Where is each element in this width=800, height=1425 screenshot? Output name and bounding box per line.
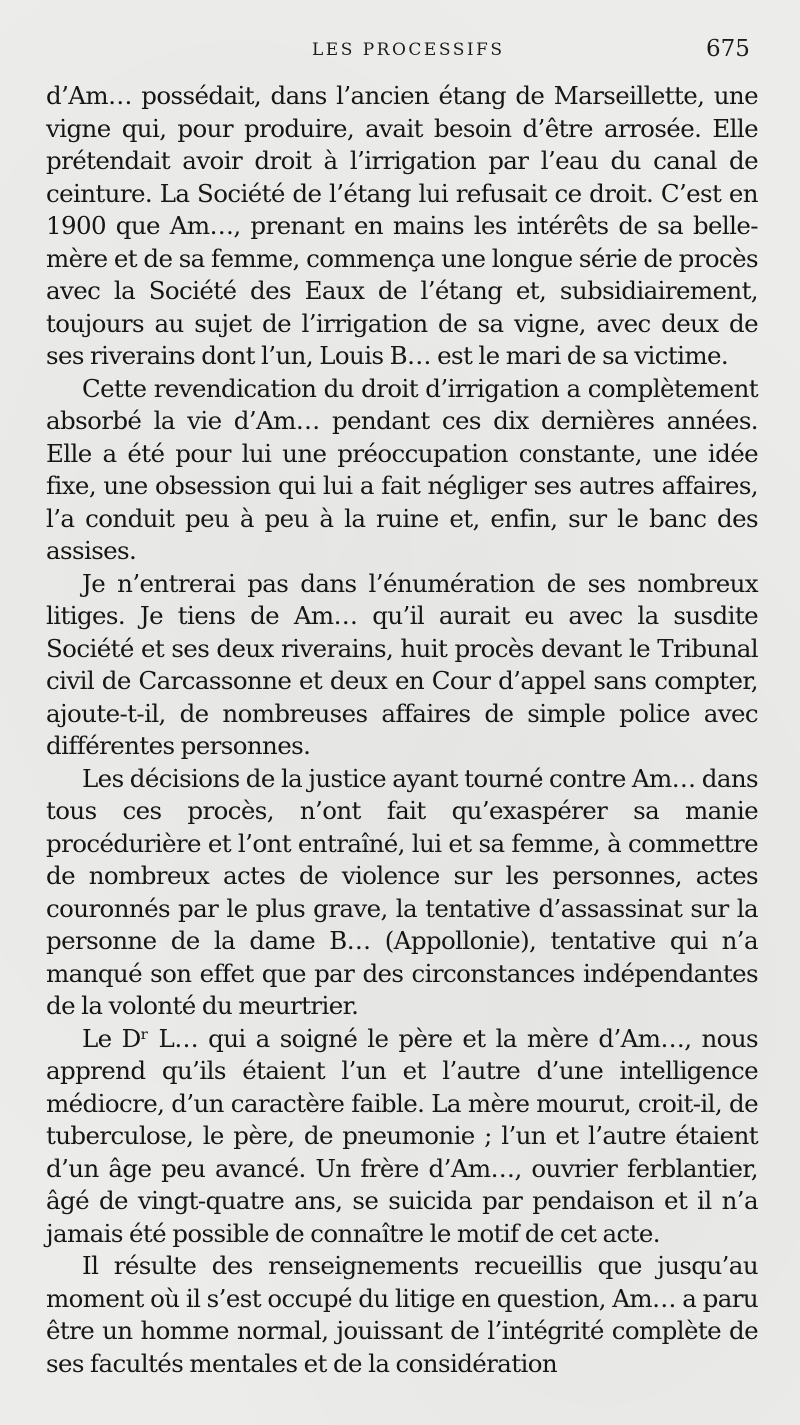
paragraph-3: Je n’entrerai pas dans l’énumération de ses nombreux litiges. Je tiens de Am… qu’il aurait eu avec la susdite Société et ses deux riverains, huit procès devant le Tribunal civil de Carcassonne et deux en Cour d’appel sans compter, ajoute-t-il, de nombreuses affaires de simple police avec différentes personnes. (46, 568, 758, 760)
paragraph-1: d’Am… possédait, dans l’ancien étang de Marseillette, une vigne qui, pour produire, avait besoin d’être arrosée. Elle prétendait avoir droit à l’irrigation par l’eau du canal de ceinture. La Société de l’étang lui refusait ce droit. C’est en 1900 que Am…, prenant en mains les intérêts de sa belle-mère et de sa femme, commença une longue série de procès avec la Société des Eaux de l’étang et, subsidiairement, toujours au sujet de l’irrigation de sa vigne, avec deux de ses riverains dont l’un, Louis B… est le mari de sa victime. (46, 81, 758, 370)
paragraph-4: Les décisions de la justice ayant tourné contre Am… dans tous ces procès, n’ont fait qu’exaspérer sa manie procédurière et l’ont entraîné, lui et sa femme, à commettre de nombreux actes de violence sur les personnes, actes couronnés par le plus grave, la tentative d’assassinat sur la personne de la dame B… (Appollonie), tentative qui n’a manqué son effet que par des circonstances indépendantes de la volonté du meurtrier. (46, 763, 758, 1020)
paragraph-5: Le Dʳ L… qui a soigné le père et la mère d’Am…, nous apprend qu’ils étaient l’un et l’autre d’une intelligence médiocre, d’un caractère faible. La mère mourut, croit-il, de tuberculose, le père, de pneumonie ; l’un et l’autre étaient d’un âge peu avancé. Un frère d’Am…, ouvrier ferblantier, âgé de vingt-quatre ans, se suicida par pendaison et il n’a jamais été possible de connaître le motif de cet acte. (46, 1023, 758, 1248)
running-title: LES PROCESSIFS (312, 40, 505, 60)
body-text (46, 80, 758, 1380)
page-number: 675 (706, 36, 750, 62)
paragraph-2: Cette revendication du droit d’irrigation a complètement absorbé la vie d’Am… pendant ces dix dernières années. Elle a été pour lui une préoccupation constante, une idée fixe, une obsession qui lui a fait négliger ses autres affaires, l’a conduit peu à peu à la ruine et, enfin, sur le banc des assises. (46, 373, 758, 565)
paragraph-6: Il résulte des renseignements recueillis que jusqu’au moment où il s’est occupé du litige en question, Am… a paru être un homme normal, jouissant de l’intégrité complète de ses facultés mentales et de la considération (46, 1251, 758, 1378)
page-header (0, 36, 800, 66)
